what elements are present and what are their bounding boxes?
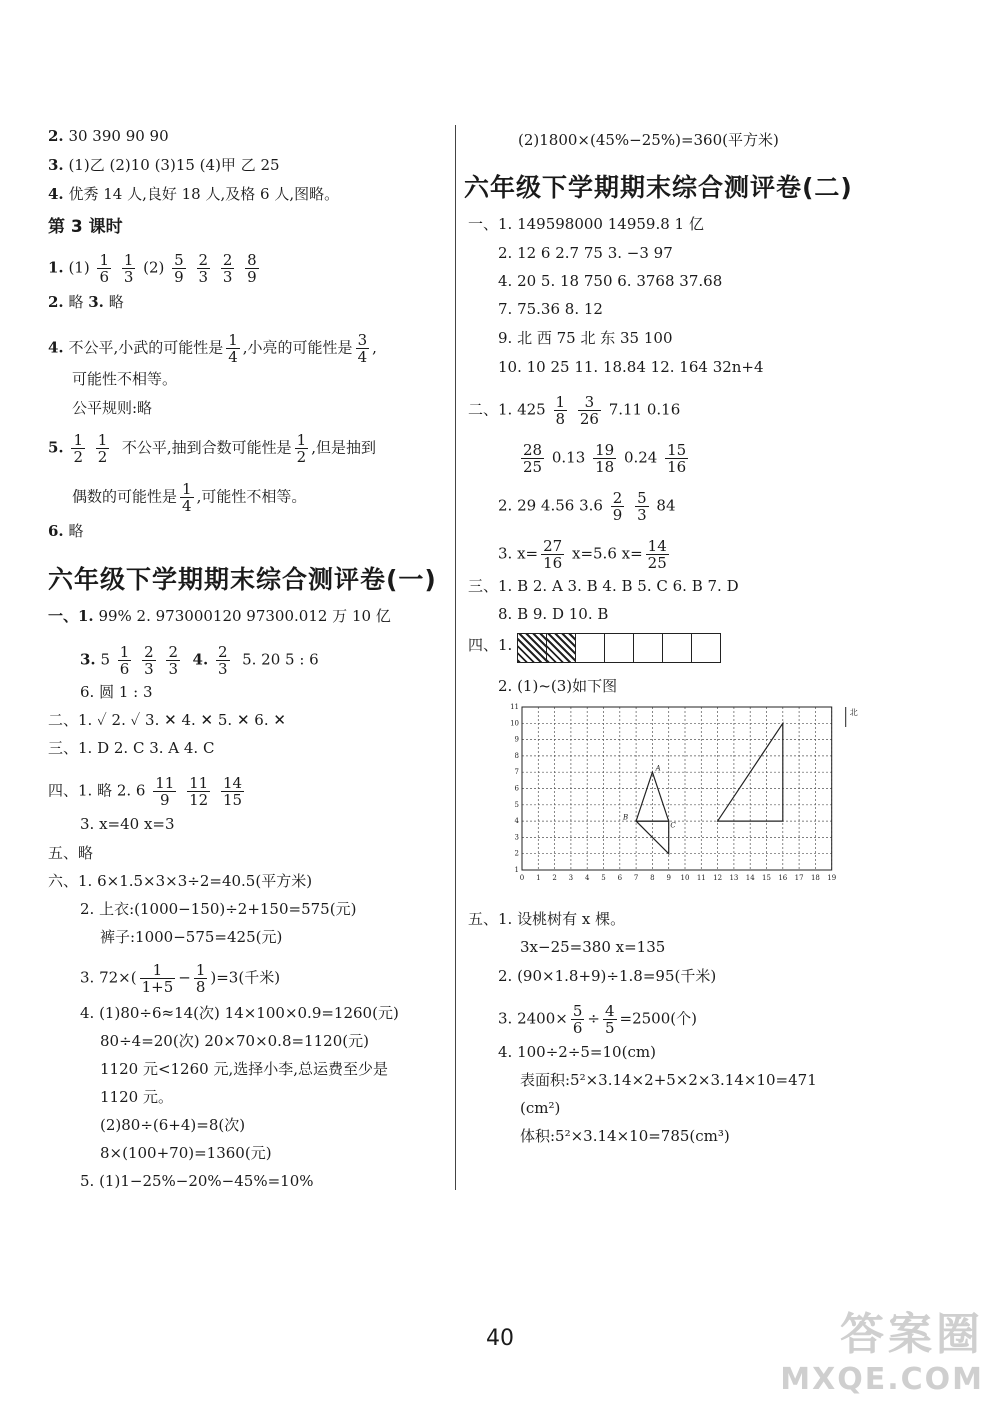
fraction: $\frac{1}{2}$ xyxy=(73,431,83,466)
answer-line: 可能性不相等。 xyxy=(72,370,178,388)
answer-line: (2)80÷(6+4)=8(次) xyxy=(100,1116,246,1134)
x-tick-label: 8 xyxy=(650,874,655,882)
watermark: 答案圈 MXQE.COM xyxy=(780,1309,984,1397)
answer-line: 六、1. 6×1.5×3×3÷2=40.5(平方米) xyxy=(48,872,313,890)
fraction: $\frac{3}{26}$ xyxy=(579,393,599,428)
answer-line: 二、1. 425 $\frac{1}{8}$ $\frac{3}{26}$ 7.11 0.16 xyxy=(468,393,681,428)
y-tick-label: 5 xyxy=(514,800,519,809)
answer-line: 表面积:5²×3.14×2+5×2×3.14×10=471 xyxy=(520,1071,817,1089)
bar-cell xyxy=(691,633,721,663)
column-divider xyxy=(455,125,456,1190)
y-tick-label: 4 xyxy=(514,817,519,826)
answer-line: 四、1. 略 2. 6 $\frac{11}{9}$ $\frac{11}{12}$ $\frac{14}{15}$ xyxy=(48,774,243,809)
answer-line: 五、1. 设桃树有 x 棵。 xyxy=(468,910,626,928)
answer-line: 6. 圆 1 : 3 xyxy=(80,683,153,701)
y-tick-label: 11 xyxy=(510,703,519,711)
fraction: $\frac{3}{4}$ xyxy=(357,331,368,366)
bar-cell xyxy=(604,633,634,663)
answer-line: 10. 10 25 11. 18.84 12. 164 32n+4 xyxy=(498,358,764,376)
fraction: $\frac{5}{6}$ xyxy=(572,1002,583,1037)
fraction: $\frac{5}{9}$ xyxy=(174,251,184,286)
answer-line: 4. 20 5. 18 750 6. 3768 37.68 xyxy=(498,272,723,290)
fraction: $\frac{14}{25}$ xyxy=(647,537,667,572)
fraction: $\frac{19}{18}$ xyxy=(595,441,615,476)
exam-title: 六年级下学期期末综合测评卷(一) xyxy=(48,565,437,594)
x-tick-label: 4 xyxy=(584,874,590,882)
x-tick-label: 6 xyxy=(617,874,623,882)
answer-line: 三、1. B 2. A 3. B 4. B 5. C 6. B 7. D xyxy=(468,577,739,595)
y-tick-label: 3 xyxy=(514,833,519,842)
fraction: $\frac{1}{8}$ xyxy=(195,961,206,996)
answer-line: 2. 上衣:(1000−150)÷2+150=575(元) xyxy=(80,900,357,918)
fraction: $\frac{1}{4}$ xyxy=(182,480,192,515)
x-tick-label: 0 xyxy=(519,874,525,882)
x-tick-label: 17 xyxy=(794,874,804,882)
answer-line: 裤子:1000−575=425(元) xyxy=(100,928,283,946)
answer-line: 五、略 xyxy=(48,844,94,862)
fraction: $\frac{1}{4}$ xyxy=(228,331,238,366)
fraction: $\frac{2}{3}$ xyxy=(168,643,178,678)
answer-line: 2. (1)~(3)如下图 xyxy=(498,677,618,695)
fraction: $\frac{2}{9}$ xyxy=(612,489,623,524)
answer-line: 4. (1)80÷6≈14(次) 14×100×0.9=1260(元) xyxy=(80,1004,399,1022)
lesson-heading: 第 3 课时 xyxy=(48,217,123,237)
answer-line: 4. 100÷2÷5=10(cm) xyxy=(498,1043,656,1061)
x-tick-label: 10 xyxy=(680,874,690,882)
answer-line: $\frac{28}{25}$ 0.13 $\frac{19}{18}$ 0.24 $\frac{15}{16}$ xyxy=(523,441,687,476)
fraction: $\frac{11}{12}$ xyxy=(189,774,209,809)
north-label: 北 xyxy=(849,708,858,717)
fraction: $\frac{1}{2}$ xyxy=(97,431,108,466)
answer-line: 三、1. D 2. C 3. A 4. C xyxy=(48,739,215,757)
fraction: $\frac{2}{3}$ xyxy=(198,251,209,286)
answer-line: (cm²) xyxy=(520,1099,561,1117)
x-tick-label: 14 xyxy=(745,874,755,882)
answer-line: 3. x= $\frac{27}{16}$ x=5.6 x= $\frac{14}{25}$ xyxy=(498,537,667,572)
answer-line: 2. (90×1.8+9)÷1.8=95(千米) xyxy=(498,967,717,985)
answer-line: 体积:5²×3.14×10=785(cm³) xyxy=(520,1127,730,1145)
answer-line: 2. 略 3. 略 xyxy=(48,293,124,311)
fraction: $\frac{2}{3}$ xyxy=(217,643,228,678)
answer-line: 3. x=40 x=3 xyxy=(80,815,175,833)
bar-cell xyxy=(575,633,605,663)
fraction: $\frac{11}{9}$ xyxy=(155,774,175,809)
x-tick-label: 18 xyxy=(810,874,820,882)
point-c-label: C xyxy=(670,821,676,830)
answer-line: 9. 北 西 75 北 东 35 100 xyxy=(498,329,673,347)
answer-line: 4. 不公平,小武的可能性是 $\frac{1}{4}$ ,小亮的可能性是 $\frac{3}{4}$ , xyxy=(48,331,377,366)
x-tick-label: 2 xyxy=(552,874,557,882)
answer-line: 2. 30 390 90 90 xyxy=(48,127,169,145)
fraction: $\frac{2}{3}$ xyxy=(144,643,154,678)
answer-line: 5. $\frac{1}{2}$ $\frac{1}{2}$ 不公平,抽到合数可能性是 $\frac{1}{2}$ ,但是抽到 xyxy=(48,431,376,466)
x-tick-label: 5 xyxy=(601,874,606,882)
answer-line: 四、1. xyxy=(468,636,513,654)
shaded-fraction-bar xyxy=(518,633,721,663)
x-tick-label: 7 xyxy=(633,874,639,882)
fraction: $\frac{5}{3}$ xyxy=(637,489,647,524)
coordinate-grid-diagram xyxy=(510,700,858,904)
answer-line: 公平规则:略 xyxy=(72,399,153,417)
bar-cell xyxy=(662,633,692,663)
x-tick-label: 16 xyxy=(778,874,788,882)
fraction: $\frac{1}{8}$ xyxy=(555,393,566,428)
fraction: $\frac{1}{2}$ xyxy=(296,431,307,466)
answer-line: 3. 72×( $\frac{1}{1+5}$ − $\frac{1}{8}$ )=3(千米) xyxy=(80,961,281,996)
answer-line: 1120 元<1260 元,选择小李,总运费至少是 xyxy=(100,1060,388,1078)
y-tick-label: 8 xyxy=(514,751,519,760)
x-tick-label: 3 xyxy=(568,874,574,882)
bar-cell xyxy=(633,633,663,663)
exam-title: 六年级下学期期末综合测评卷(二) xyxy=(464,173,853,202)
answer-line: 2. 12 6 2.7 75 3. −3 97 xyxy=(498,244,673,262)
answer-line: 二、1. ✓ 2. ✓ 3. ✕ 4. ✕ 5. ✕ 6. ✕ xyxy=(48,711,286,729)
x-tick-label: 15 xyxy=(762,874,771,882)
grid-border xyxy=(522,707,832,870)
answer-line: 一、1. 99% 2. 973000120 97300.012 万 10 亿 xyxy=(48,607,391,625)
answer-line: 4. 优秀 14 人,良好 18 人,及格 6 人,图略。 xyxy=(48,185,340,203)
y-tick-label: 10 xyxy=(510,719,519,728)
bar-cell-shaded xyxy=(546,633,576,663)
y-tick-label: 9 xyxy=(514,735,519,744)
answer-line: 8. B 9. D 10. B xyxy=(498,605,609,623)
fraction: $\frac{8}{9}$ xyxy=(247,251,257,286)
answer-line: 一、1. 149598000 14959.8 1 亿 xyxy=(468,215,704,233)
fraction: $\frac{1}{6}$ xyxy=(119,643,130,678)
fraction: $\frac{15}{16}$ xyxy=(667,441,687,476)
answer-line: (2)1800×(45%−25%)=360(平方米) xyxy=(518,131,779,149)
fraction: $\frac{1}{6}$ xyxy=(99,251,110,286)
answer-line: 7. 75.36 8. 12 xyxy=(498,300,603,318)
grid-svg xyxy=(510,700,858,900)
answer-line: 8×(100+70)=1360(元) xyxy=(100,1144,272,1162)
fraction: $\frac{27}{16}$ xyxy=(543,537,563,572)
answer-line: 3x−25=380 x=135 xyxy=(520,938,666,956)
x-tick-label: 11 xyxy=(696,874,706,882)
point-b-label: B xyxy=(623,813,629,822)
fraction: $\frac{14}{15}$ xyxy=(223,774,243,809)
fraction: $\frac{4}{5}$ xyxy=(604,1002,615,1037)
bar-cell-shaded xyxy=(517,633,547,663)
answer-line: 1. (1) $\frac{1}{6}$ $\frac{1}{3}$ (2) $\frac{5}{9}$ $\frac{2}{3}$ $\frac{2}{3}$ $\frac{8}{9}$ xyxy=(48,251,257,286)
answer-line: 3. 2400× $\frac{5}{6}$ ÷ $\frac{4}{5}$ =2500(个) xyxy=(498,1002,697,1037)
fraction: $\frac{1}{3}$ xyxy=(123,251,134,286)
fraction: $\frac{28}{25}$ xyxy=(523,441,543,476)
answer-line: 80÷4=20(次) 20×70×0.8=1120(元) xyxy=(100,1032,369,1050)
y-tick-label: 6 xyxy=(514,784,519,793)
answer-line: 6. 略 xyxy=(48,522,84,540)
x-tick-label: 19 xyxy=(827,874,837,882)
answer-line: 3. (1)乙 (2)10 (3)15 (4)甲 乙 25 xyxy=(48,156,280,174)
answer-line: 偶数的可能性是 $\frac{1}{4}$ ,可能性不相等。 xyxy=(72,480,307,515)
fraction: $\frac{1}{1+5}$ xyxy=(141,961,174,996)
fraction: $\frac{2}{3}$ xyxy=(222,251,233,286)
y-tick-label: 2 xyxy=(514,849,519,858)
x-tick-label: 12 xyxy=(713,874,723,882)
answer-line: 1120 元。 xyxy=(100,1088,173,1106)
y-tick-label: 7 xyxy=(514,768,519,777)
y-tick-label: 1 xyxy=(514,866,519,874)
answer-line: 3. 5 $\frac{1}{6}$ $\frac{2}{3}$ $\frac{2}{3}$ 4. $\frac{2}{3}$ 5. 20 5 : 6 xyxy=(80,643,319,678)
x-tick-label: 13 xyxy=(729,874,739,882)
point-a-label: A xyxy=(655,764,661,773)
page-number: 40 xyxy=(486,1326,514,1351)
answer-line: 5. (1)1−25%−20%−45%=10% xyxy=(80,1172,314,1190)
x-tick-label: 9 xyxy=(666,874,671,882)
x-tick-label: 1 xyxy=(536,874,541,882)
answer-line: 2. 29 4.56 3.6 $\frac{2}{9}$ $\frac{5}{3}$ 84 xyxy=(498,489,676,524)
